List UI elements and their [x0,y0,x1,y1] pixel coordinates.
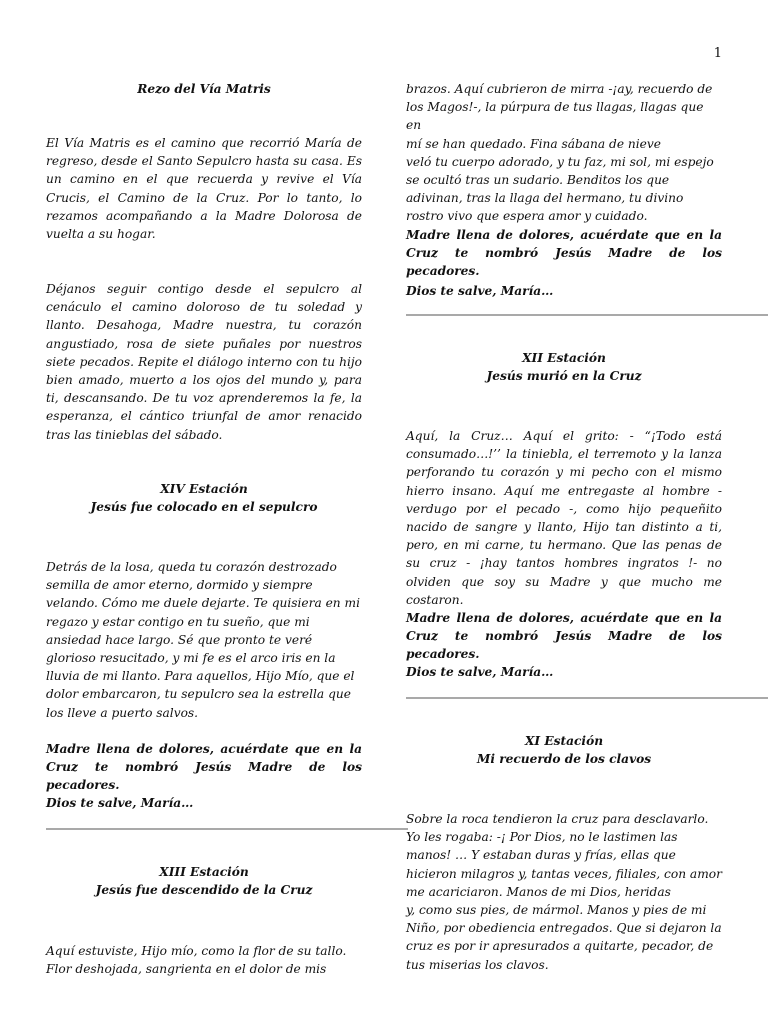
station-13-heading [46,863,362,899]
station-12-refrain: Madre llena de dolores, acuérdate que en la Cruz te nombró Jesús Madre de los pecadores. [406,611,722,662]
text-line: veló tu cuerpo adorado, y tu faz, mi sol, mi espejo [406,154,714,169]
text-line: Detrás de la losa, queda tu corazón destrozado [46,560,337,574]
station-divider [406,314,768,316]
text-line: semilla de amor eterno, dormido y siempre [46,578,313,593]
station-13-text [46,942,362,978]
station-divider [46,828,408,830]
station-14-refrain: Madre llena de dolores, acuérdate que en la Cruz te nombró Jesús Madre de los pecadores. [46,742,362,793]
text-line: me acariciaron. Manos de mi Dios, heridas [406,884,671,899]
text-line: lluvia de mi llanto. Para aquellos, Hijo Mío, que el [46,669,355,684]
station-12-number: XII Estación [522,351,606,365]
text-line: ansiedad hace largo. Sé que pronto te veré [46,632,313,647]
station-13-refrain: Madre llena de dolores, acuérdate que en la Cruz te nombró Jesús Madre de los pecadores. [406,228,722,279]
station-12-title: Jesús murió en la Cruz [486,369,642,384]
text-line: Flor deshojada, sangrienta en el dolor de mis [46,962,327,977]
text-line: se ocultó tras un sudario. Benditos los que [406,173,670,188]
text-line: brazos. Aquí cubrieron de mirra -¡ay, recuerdo de [406,82,713,96]
station-12-heading [406,349,722,385]
text-line: tus miserias los clavos. [406,957,549,972]
text-line: hicieron milagros y, tantas veces, filiales, con amor [406,866,722,881]
station-13-continuation [406,80,722,226]
document-title: Rezo del Vía Matris [137,82,271,96]
text-line: velando. Cómo me duele dejarte. Te quisiera en mi [46,596,360,611]
station-14-heading [46,480,362,516]
text-line: cruz es por ir apresurados a quitarte, pecador, de [406,939,714,954]
text-line: Yo les rogaba: -¡ Por Dios, no le lastimen las [406,830,678,845]
text-line: los Magos!-, la púrpura de tus llagas, llagas que en [406,100,704,133]
station-12-text: Aquí, la Cruz… Aquí el grito: - “¡Todo está consumado…!’’ la tiniebla, el terremoto y la lanza perforando tu corazón y mi pecho con el mismo hierro insano. Aquí me entregaste al hombre - verdugo por el pecado -, como hijo pequeñito nacido de sangre y llanto, Hijo tan distinto a ti, pero, en mi carne, tu hermano. Que las penas de su cruz - ¡hay tantos hombres ingratos !- no olviden que soy su Madre y que mucho me costaron. [406,429,722,607]
text-line: manos! … Y estaban duras y frías, ellas que [406,848,676,863]
text-line: Niño, por obediencia entregados. Que si dejaron la [406,921,722,936]
station-11-number: XI Estación [524,734,604,748]
station-11-title: Mi recuerdo de los clavos [476,752,652,767]
intro-paragraph: El Vía Matris es el camino que recorrió María de regreso, desde el Santo Sepulcro hasta su casa. Es un camino en el que recuerda y revive el Vía Crucis, el Camino de la Cruz. Por lo tanto, lo rezamos acompañando a la Madre Dolorosa de vuelta a su hogar. [46,136,362,242]
station-14-text [46,558,362,722]
station-divider [406,697,768,699]
text-line: dolor embarcaron, tu sepulcro sea la estrella que [46,687,351,702]
text-line: mí se han quedado. Fina sábana de nieve [406,136,661,151]
station-14-closing: Dios te salve, María… [46,796,194,810]
station-11-heading [406,732,722,768]
station-12-closing: Dios te salve, María… [406,665,554,679]
prayer-paragraph: Déjanos seguir contigo desde el sepulcro al cenáculo el camino doloroso de tu soledad y llanto. Desahoga, Madre nuestra, tu corazón angustiado, rosa de siete puñales por nuestros siete pecados. Repite el diálogo interno con tu hijo bien amado, muerto a los ojos del mundo y, para ti, descansando. De tu voz aprenderemos la fe, la esperanza, el cántico triunfal de amor renacido tras las tinieblas del sábado. [46,282,362,442]
station-13-title: Jesús fue descendido de la Cruz [95,883,313,898]
text-line: adivinan, tras la llaga del hermano, tu divino [406,191,684,206]
text-line: Sobre la roca tendieron la cruz para desclavarlo. [406,812,709,826]
station-14-title: Jesús fue colocado en el sepulcro [90,500,318,515]
station-13-closing: Dios te salve, María… [406,284,554,298]
text-line: Aquí estuviste, Hijo mío, como la flor de su tallo. [46,944,347,958]
text-line: los lleve a puerto salvos. [46,705,199,720]
text-line: regazo y estar contigo en tu sueño, que mi [46,614,310,629]
station-13-number: XIII Estación [159,865,249,879]
page-number: 1 [713,46,722,61]
text-line: rostro vivo que espera amor y cuidado. [406,209,648,224]
text-line: y, como sus pies, de mármol. Manos y pies de mi [406,903,707,918]
station-11-text [406,810,722,974]
station-14-number: XIV Estación [160,482,248,496]
text-line: glorioso resucitado, y mi fe es el arco iris en la [46,651,336,666]
